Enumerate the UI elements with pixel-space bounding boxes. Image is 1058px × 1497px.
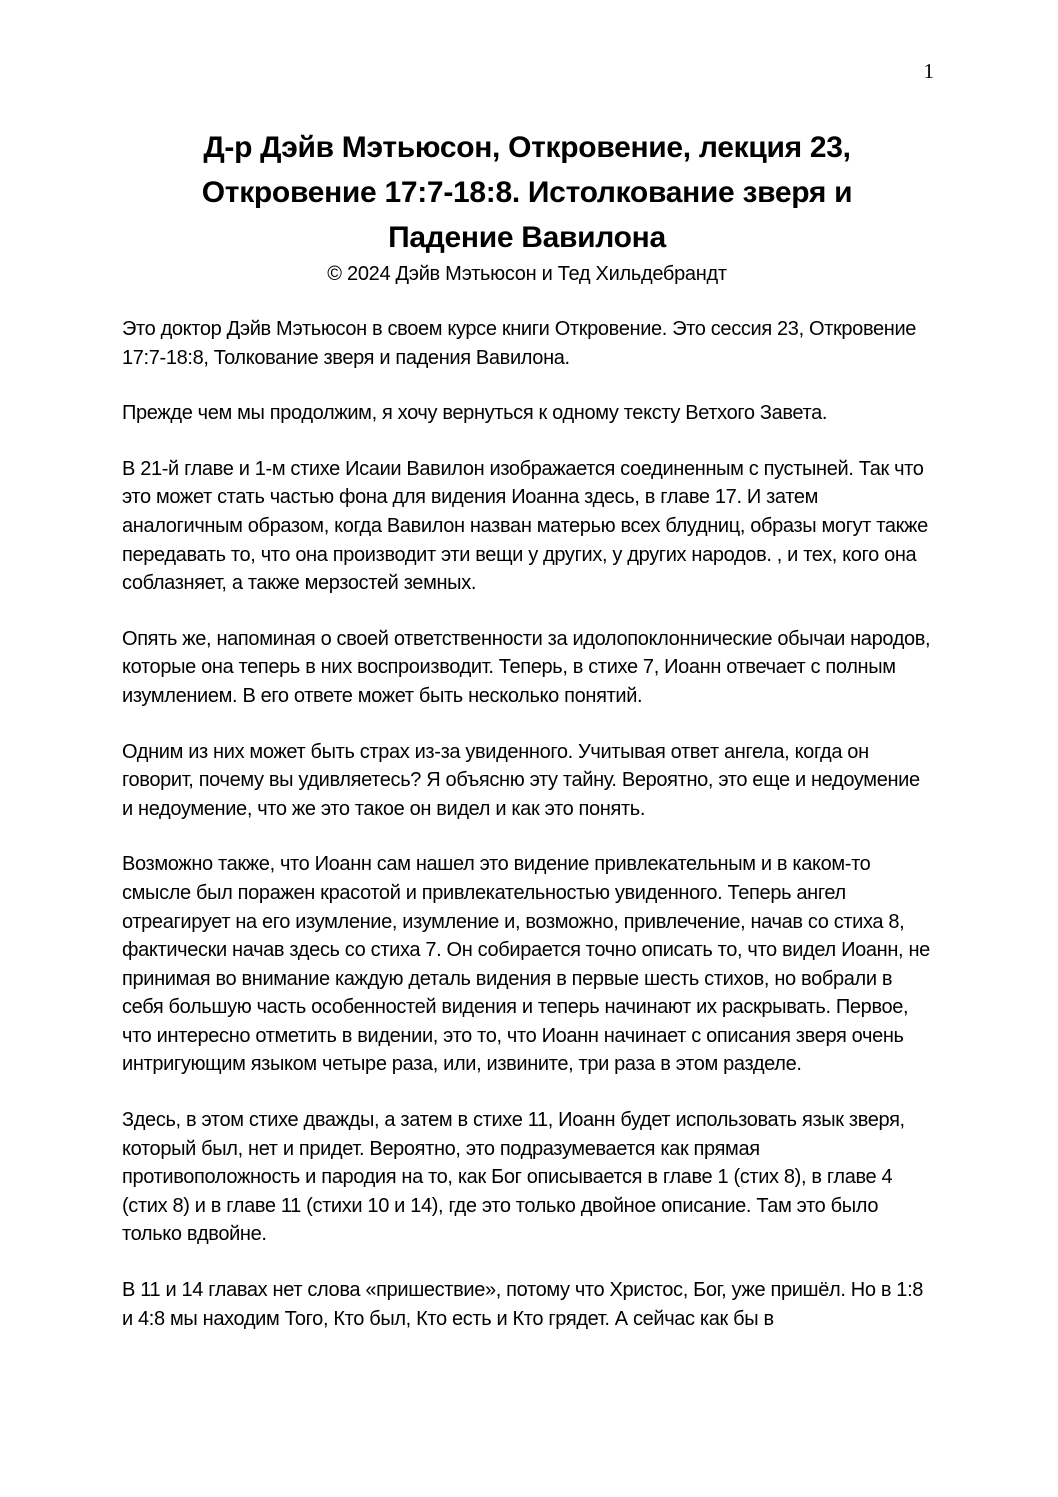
page-number: 1 <box>923 59 934 83</box>
paragraph-4: Опять же, напоминая о своей ответственности за идолопоклоннические обычаи народов, которые она теперь в них воспроизводит. Теперь, в стихе 7, Иоанн отвечает с полным изумлением. В его ответе может быть несколько понятий. <box>122 627 931 707</box>
paragraph-2: Прежде чем мы продолжим, я хочу вернуться к одному тексту Ветхого Завета. <box>122 402 828 425</box>
body-text <box>122 315 932 1333</box>
title-line-2: Откровение 17:7-18:8. Истолкование зверя и <box>201 176 853 209</box>
paragraph-3: В 21-й главе и 1-м стихе Исаии Вавилон изображается соединенным с пустыней. Так что это может стать частью фона для видения Иоанна здесь, в главе 17. И затем аналогичным образом, когда Вавилон назван матерью всех блудниц, образы могут также передавать то, что она производит эти вещи у других, у других народов. , и тех, кого она соблазняет, а также мерзостей земных. <box>122 457 928 595</box>
paragraph-8: В 11 и 14 главах нет слова «пришествие», потому что Христос, Бог, уже пришёл. Но в 1:8 и 4:8 мы находим Того, Кто был, Кто есть и Кто грядет. А сейчас как бы в <box>122 1279 924 1330</box>
paragraph-7: Здесь, в этом стихе дважды, а затем в стихе 11, Иоанн будет использовать язык зверя, который был, нет и придет. Вероятно, это подразумевается как прямая противоположность и пародия на то, как Бог описывается в главе 1 (стих 8), в главе 4 (стих 8) и в главе 11 (стихи 10 и 14), где это только двойное описание. Там это было только вдвойне. <box>122 1109 905 1246</box>
paragraph-5: Одним из них может быть страх из-за увиденного. Учитывая ответ ангела, когда он говорит, почему вы удивляетесь? Я объясню эту тайну. Вероятно, это еще и недоумение и недоумение, что же это такое он видел и как это понять. <box>122 740 920 820</box>
title-line-3: Падение Вавилона <box>388 221 666 254</box>
page-content <box>122 0 932 1333</box>
title-line-1: Д-р Дэйв Мэтьюсон, Откровение, лекция 23, <box>203 131 851 164</box>
paragraph-6: Возможно также, что Иоанн сам нашел это видение привлекательным и в каком-то смысле был поражен красотой и привлекательностью увиденного. Теперь ангел отреагирует на его изумление, изумление и, возможно, привлечение, начав со стиха 8, фактически начав здесь со стиха 7. Он собирается точно описать то, что видел Иоанн, не принимая во внимание каждую деталь видения в первые шесть стихов, но вобрали в себя большую часть особенностей видения и теперь начинают их раскрывать. Первое, что интересно отметить в видении, это то, что Иоанн начинает с описания зверя очень интригующим языком четыре раза, или, извините, три раза в этом разделе. <box>122 853 930 1076</box>
copyright-line: © 2024 Дэйв Мэтьюсон и Тед Хильдебрандт <box>327 263 727 285</box>
document-title <box>122 125 932 260</box>
paragraph-1: Это доктор Дэйв Мэтьюсон в своем курсе книги Откровение. Это сессия 23, Откровение 17:7-18:8, Толкование зверя и падения Вавилона. <box>122 318 917 369</box>
